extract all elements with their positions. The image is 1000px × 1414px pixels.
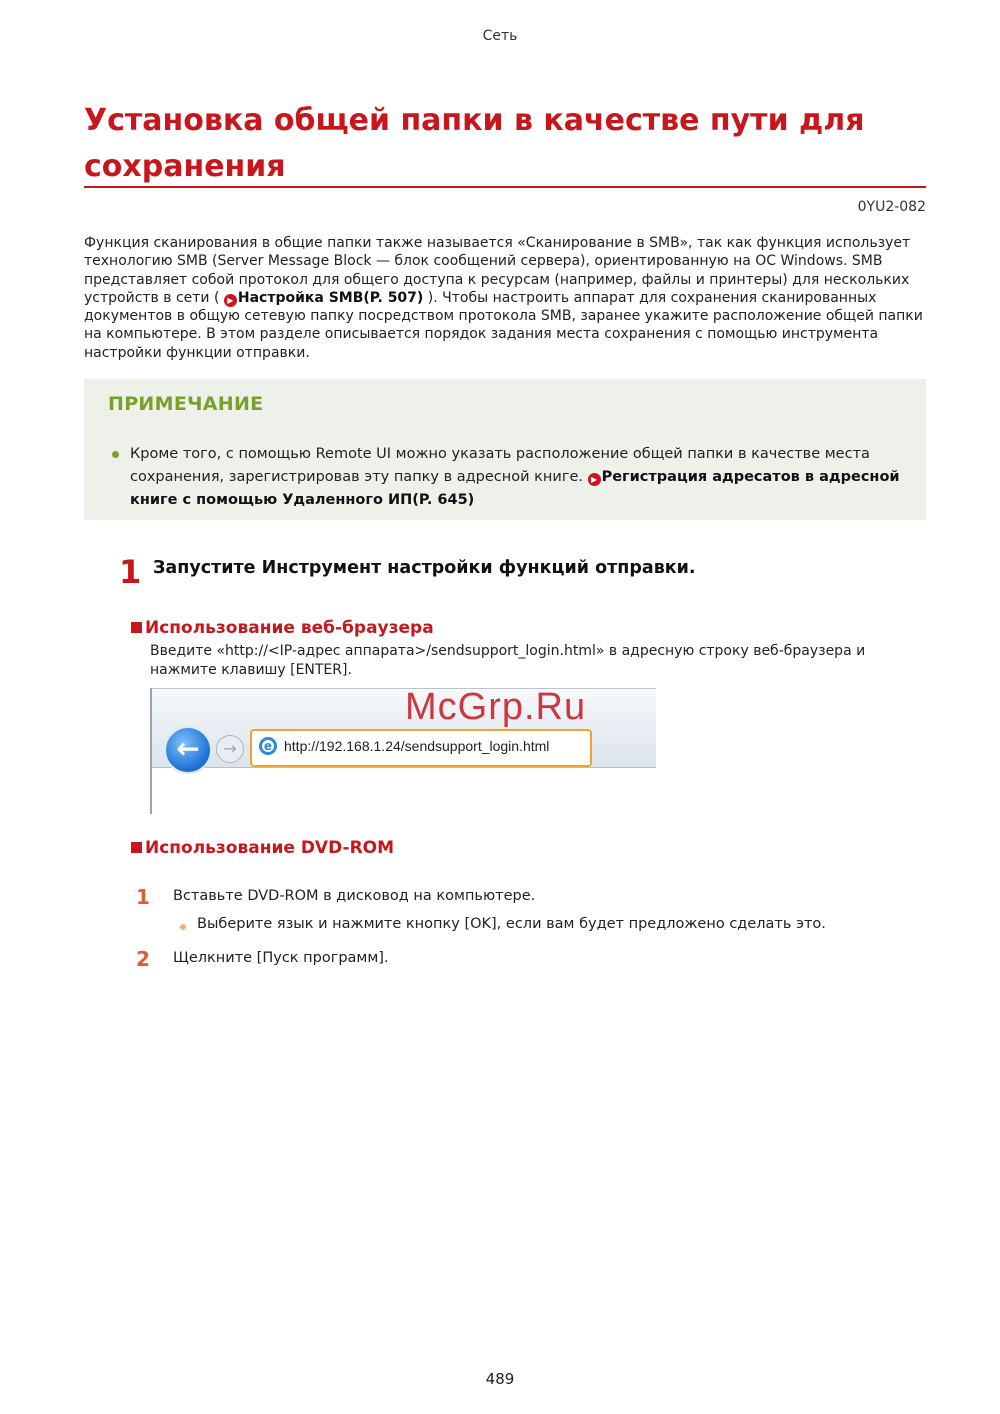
note-text — [130, 443, 900, 512]
internet-explorer-icon: e — [259, 737, 277, 755]
note-title: ПРИМЕЧАНИЕ — [108, 393, 264, 415]
web-browser-heading — [131, 618, 434, 638]
dvd-step-text: Щелкните [Пуск программ]. — [173, 950, 389, 966]
page-title — [84, 98, 926, 190]
smb-settings-link[interactable] — [224, 290, 423, 306]
link-arrow-icon: ▶ — [224, 294, 237, 307]
watermark: McGrp.Ru — [405, 686, 587, 728]
address-bar-url: http://192.168.1.24/sendsupport_login.html — [284, 738, 550, 754]
title-divider — [84, 186, 926, 188]
intro-text-part2: ). Чтобы настроить аппарат для сохранения сканированных документов в общую сетевую папку посредством протокола SMB, заранее укажите расположение общей папки на компьютере. В этом разделе описывается порядок задания места сохранения с помощью инструмента настройки функции отправки. — [84, 289, 923, 361]
intro-text-part1: Функция сканирования в общие папки также называется «Сканирование в SMB», так как функция использует технологию SMB (Server Message Block — блок сообщений сервера), ориентированную на ОС Windows. SMB представляет собой протокол для общего доступа к ресурсам (например, файлы и принтеры) для нескольких устройств в сети ( — [84, 235, 911, 306]
page-title-line1: Установка общей папки в качестве пути для — [84, 103, 865, 138]
page-title-line2: сохранения — [84, 149, 286, 184]
web-browser-instructions: Введите «http://<IP-адрес аппарата>/sendsupport_login.html» в адресную строку веб-браузера и нажмите клавишу [ENTER]. — [150, 643, 866, 678]
web-browser-heading-label: Использование веб-браузера — [145, 618, 434, 638]
bullet-icon — [180, 924, 186, 930]
intro-paragraph — [84, 234, 926, 362]
back-arrow-icon[interactable]: ← — [164, 726, 212, 774]
smb-settings-link-label: Настройка SMB(P. 507) — [237, 289, 424, 306]
dvd-step-text: Вставьте DVD-ROM в дисковод на компьютере. — [173, 888, 536, 904]
step-text: Запустите Инструмент настройки функций отправки. — [153, 558, 696, 578]
square-bullet-icon — [131, 622, 142, 633]
dvd-step-number: 2 — [136, 947, 150, 971]
dvd-step-note: Выберите язык и нажмите кнопку [OK], если вам будет предложено сделать это. — [197, 916, 826, 932]
address-book-link-label: Регистрация адресатов в адресной книге с помощью Удаленного ИП(P. 645) — [130, 469, 900, 508]
bullet-icon — [112, 451, 119, 458]
section-label: Сеть — [482, 28, 518, 44]
note-box — [84, 379, 926, 520]
dvd-rom-heading — [131, 838, 394, 858]
forward-arrow-icon[interactable]: → — [216, 735, 244, 763]
note-text-body: Кроме того, с помощью Remote UI можно указать расположение общей папки в качестве места сохранения, зарегистрировав эту папку в адресной книге. — [130, 446, 870, 485]
dvd-rom-heading-label: Использование DVD-ROM — [145, 838, 395, 858]
document-code: 0YU2-082 — [857, 199, 926, 215]
dvd-step-number: 1 — [136, 885, 150, 909]
link-arrow-icon: ▶ — [588, 473, 601, 486]
address-bar[interactable] — [250, 729, 592, 767]
square-bullet-icon — [131, 842, 142, 853]
page-number: 489 — [485, 1370, 515, 1388]
step-number: 1 — [119, 553, 142, 591]
